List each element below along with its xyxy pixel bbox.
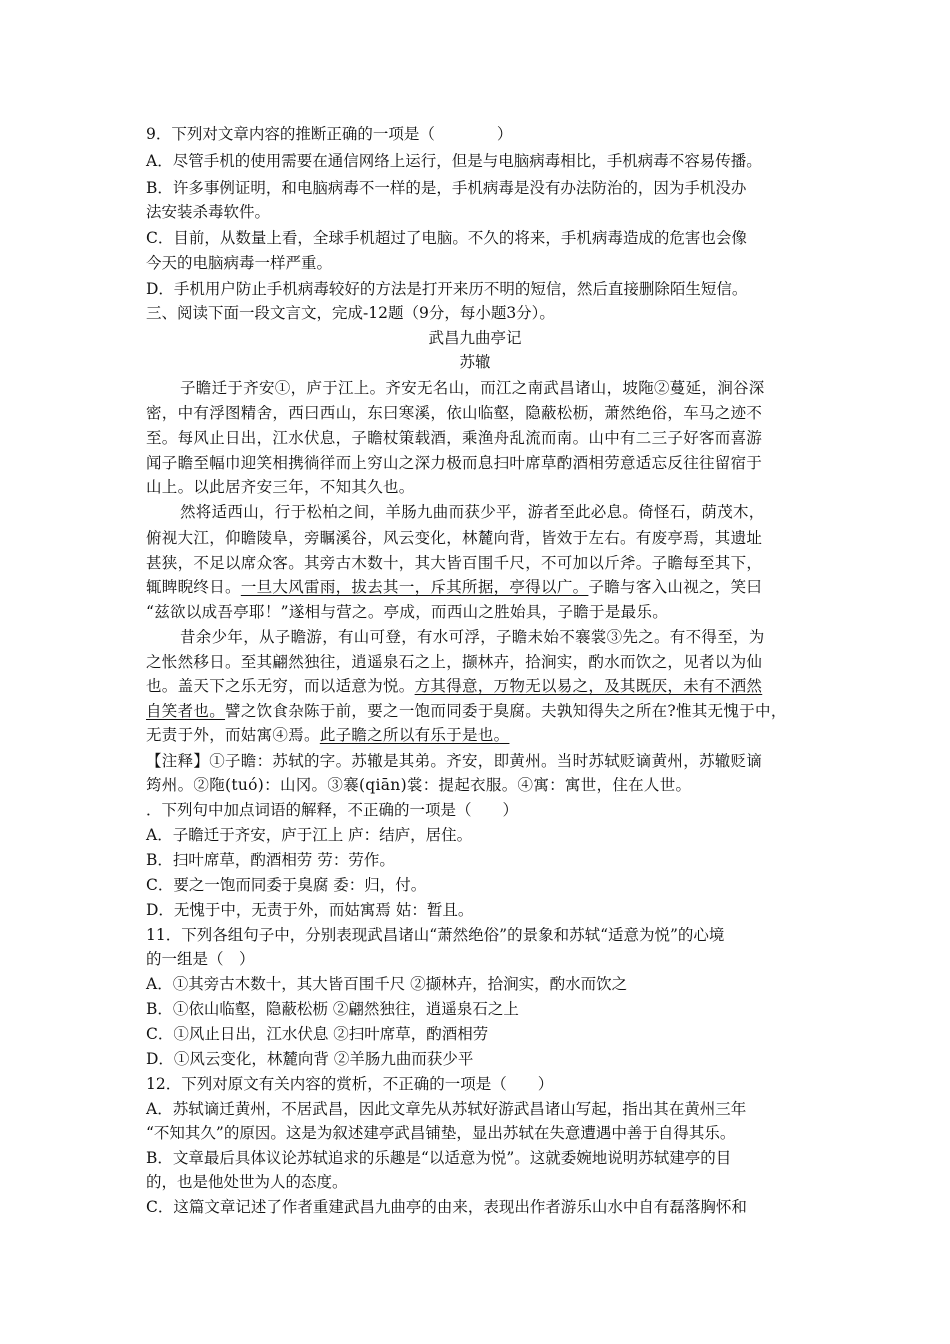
q10-stem: ．下列句中加点词语的解释，不正确的一项是（ ） [146, 801, 519, 819]
article-author: 苏辙 [459, 353, 491, 371]
article-p3-line4-end: 譬之饮食杂陈于前，要之一饱而同委于臭腐。夫孰知得失之所在?惟其无愧于中， [225, 702, 787, 720]
article-p3-line5 [146, 725, 509, 745]
q9-option-b-line1: B．许多事例证明，和电脑病毒不一样的是，手机病毒是没有办法防治的，因为手机没办 [146, 179, 747, 197]
q9-option-c-line2: 今天的电脑病毒一样严重。 [146, 254, 333, 272]
notes-line2: 筠州。②陁(tuó)：山冈。③褰(qiān)裳：提起衣服。④寓：寓世，住在人世。 [146, 776, 692, 794]
q12-option-a-line2: “不知其久”的原因。这是为叙述建亭武昌铺垫，显出苏轼在失意遭遇中善于自得其乐。 [146, 1124, 736, 1142]
q9-stem: 9．下列对文章内容的推断正确的一项是（ ） [146, 125, 513, 143]
article-p3-line3-start: 也。盖天下之乐无穷，而以适意为悦。 [146, 677, 415, 695]
q11-stem-line2: 的一组是（ ） [146, 950, 255, 968]
article-p3-line1: 昔余少年，从子瞻游，有山可登，有水可浮，子瞻未始不褰裳③先之。有不得至，为 [180, 628, 765, 646]
q10-option-c: C．要之一饱而同委于臭腐 委：归，付。 [146, 876, 427, 894]
article-p1-line5: 山上。以此居齐安三年，不知其久也。 [146, 478, 415, 496]
q12-option-c-line1: C．这篇文章记述了作者重建武昌九曲亭的由来，表现出作者游乐山水中自有磊落胸怀和 [146, 1198, 747, 1216]
underlined-sentence-3: 此子瞻之所以有乐于是也。 [319, 726, 510, 744]
article-p3-line4 [146, 701, 787, 721]
q11-option-b: B．①依山临壑，隐蔽松枥 ②翩然独往，逍遥泉石之上 [146, 1000, 519, 1018]
article-p2-line3: 甚狭，不足以席众客。其旁古木数十，其大皆百围千尺，不可加以斤斧。子瞻每至其下， [146, 554, 763, 572]
q11-option-a: A．①其旁古木数十，其大皆百围千尺 ②撷林卉，拾涧实，酌水而饮之 [146, 975, 628, 993]
article-p1-line2: 密，中有浮图精舍，西曰西山，东曰寒溪，依山临壑，隐蔽松枥，萧然绝俗，车马之迹不 [146, 404, 763, 422]
q11-option-d: D．①风云变化，林麓向背 ②羊肠九曲而获少平 [146, 1050, 474, 1068]
article-p2-line5: “兹欲以成吾亭耶！”遂相与营之。亭成，而西山之胜始具，子瞻于是最乐。 [146, 603, 669, 621]
article-p2-line4 [146, 577, 762, 597]
q12-option-b-line2: 的，也是他处世为人的态度。 [146, 1173, 348, 1191]
underlined-sentence-1: 一旦大风雷雨，拔去其一，斥其所据，亭得以广。 [240, 578, 589, 596]
q9-option-d: D．手机用户防止手机病毒较好的方法是打开来历不明的短信，然后直接删除陌生短信。 [146, 280, 748, 298]
q11-stem-line1: 11．下列各组句子中，分别表现武昌诸山“萧然绝俗”的景象和苏轼“适意为悦”的心境 [146, 926, 725, 944]
article-p2-line4-end: 子瞻与客入山视之，笑曰 [588, 578, 763, 596]
q9-option-b-line2: 法安装杀毒软件。 [146, 203, 271, 221]
underlined-sentence-2b: 自笑者也。 [146, 702, 226, 720]
q11-option-c: C．①风止日出，江水伏息 ②扫叶席草，酌酒相劳 [146, 1025, 489, 1043]
q12-option-a-line1: A．苏轼谪迁黄州，不居武昌，因此文章先从苏轼好游武昌诸山写起，指出其在黄州三年 [146, 1100, 747, 1118]
q9-option-c-line1: C．目前，从数量上看，全球手机超过了电脑。不久的将来，手机病毒造成的危害也会像 [146, 229, 747, 247]
article-p2-line1: 然将适西山，行于松柏之间，羊肠九曲而获少平，游者至此必息。倚怪石，荫茂木， [180, 503, 765, 521]
notes-line1: 【注释】①子瞻：苏轼的字。苏辙是其弟。齐安，即黄州。当时苏轼贬谪黄州，苏辙贬谪 [146, 752, 763, 770]
section-3-heading: 三、阅读下面一段文言文，完成-12题（9分，每小题3分）。 [146, 304, 555, 322]
article-p3-line3 [146, 676, 762, 696]
article-p3-line2: 之怅然移日。至其翩然独往，逍遥泉石之上，撷林卉，拾涧实，酌水而饮之，见者以为仙 [146, 653, 763, 671]
article-p3-line5-start: 无责于外，而姑寓④焉。 [146, 726, 320, 744]
q10-option-d: D．无愧于中，无责于外，而姑寓焉 姑：暂且。 [146, 901, 474, 919]
q9-option-a: A．尽管手机的使用需要在通信网络上运行，但是与电脑病毒相比，手机病毒不容易传播。 [146, 152, 762, 170]
q12-stem: 12．下列对原文有关内容的赏析，不正确的一项是（ ） [146, 1075, 554, 1093]
underlined-sentence-2a: 方其得意，万物无以易之，及其既厌，未有不洒然 [414, 677, 763, 695]
article-p1-line4: 闻子瞻至幅巾迎笑相携徜徉而上穷山之深力极而息扫叶席草酌酒相劳意适忘反往往留宿于 [146, 454, 763, 472]
q12-option-b-line1: B．文章最后具体议论苏轼追求的乐趣是“以适意为悦”。这就委婉地说明苏轼建亭的目 [146, 1149, 732, 1167]
article-p1-line3: 至。每风止日出，江水伏息，子瞻杖策载酒，乘渔舟乱流而南。山中有二三子好客而喜游 [146, 429, 763, 447]
article-p2-line2: 俯视大江，仰瞻陵阜，旁瞩溪谷，风云变化，林麓向背，皆效于左右。有废亭焉，其遗址 [146, 529, 763, 547]
article-p1-line1: 子瞻迁于齐安①，庐于江上。齐安无名山，而江之南武昌诸山，坡陁②蔓延，涧谷深 [180, 379, 765, 397]
article-p2-line4-start: 辄睥睨终日。 [146, 578, 241, 596]
article-title: 武昌九曲亭记 [428, 329, 522, 347]
q10-option-a: A．子瞻迁于齐安，庐于江上 庐：结庐，居住。 [146, 826, 473, 844]
q10-option-b: B．扫叶席草，酌酒相劳 劳：劳作。 [146, 851, 395, 869]
